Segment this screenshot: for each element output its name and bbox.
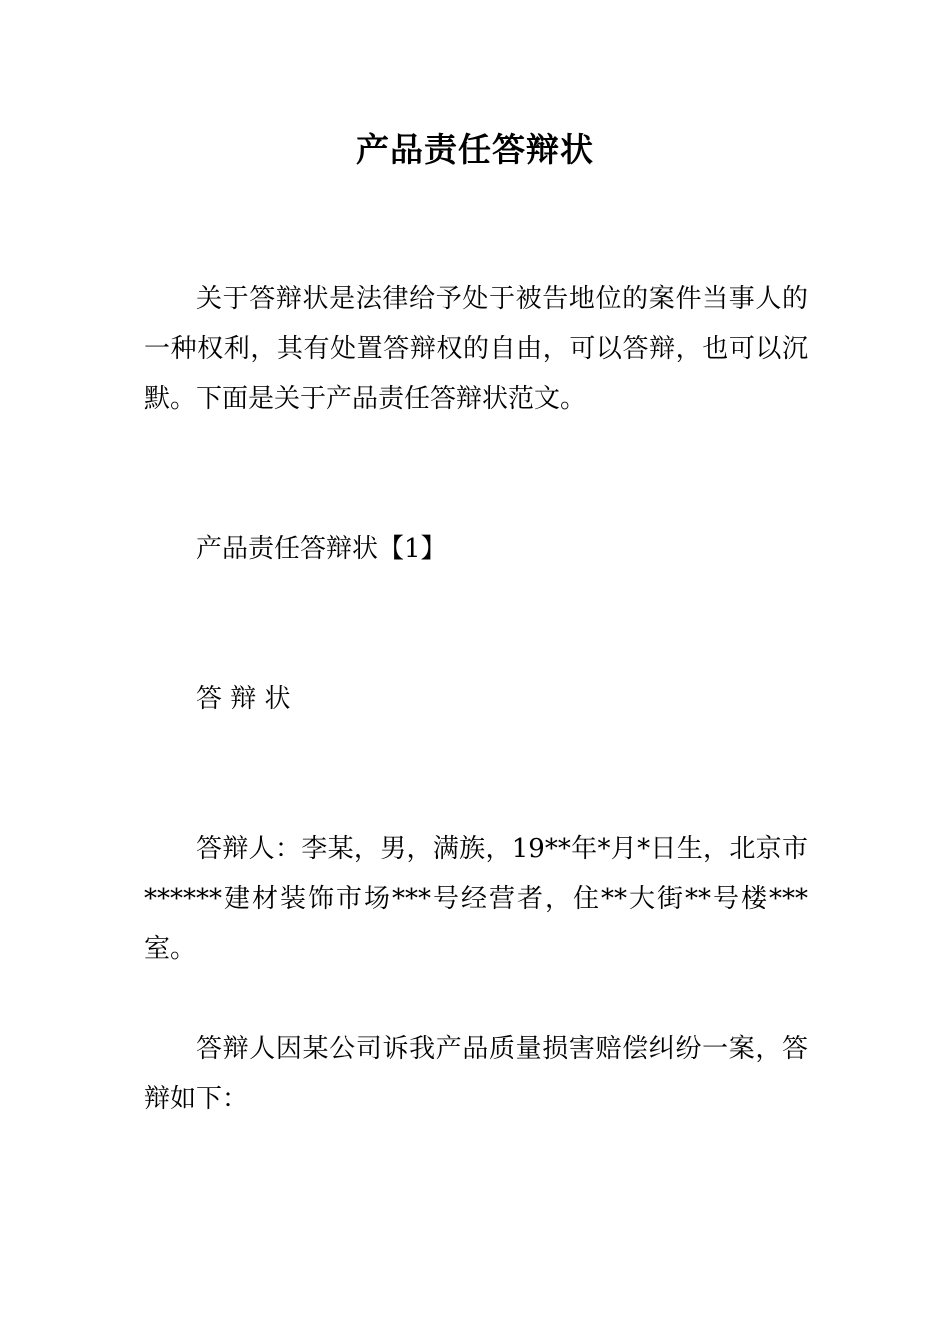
statement-paragraph: 答辩人因某公司诉我产品质量损害赔偿纠纷一案，答辩如下： [144,1034,808,1114]
respondent-paragraph: 答辩人：李某，男，满族，19**年*月*日生，北京市******建材装饰市场***号经营者，住**大街**号楼***室。 [144,834,808,964]
intro-paragraph: 关于答辩状是法律给予处于被告地位的案件当事人的一种权利，其有处置答辩权的自由，可以答辩，也可以沉默。下面是关于产品责任答辩状范文。 [144,284,808,414]
section-heading: 产品责任答辩状【1】 [196,534,447,564]
sub-heading: 答 辩 状 [196,684,291,714]
document-title: 产品责任答辩状 [356,130,594,169]
